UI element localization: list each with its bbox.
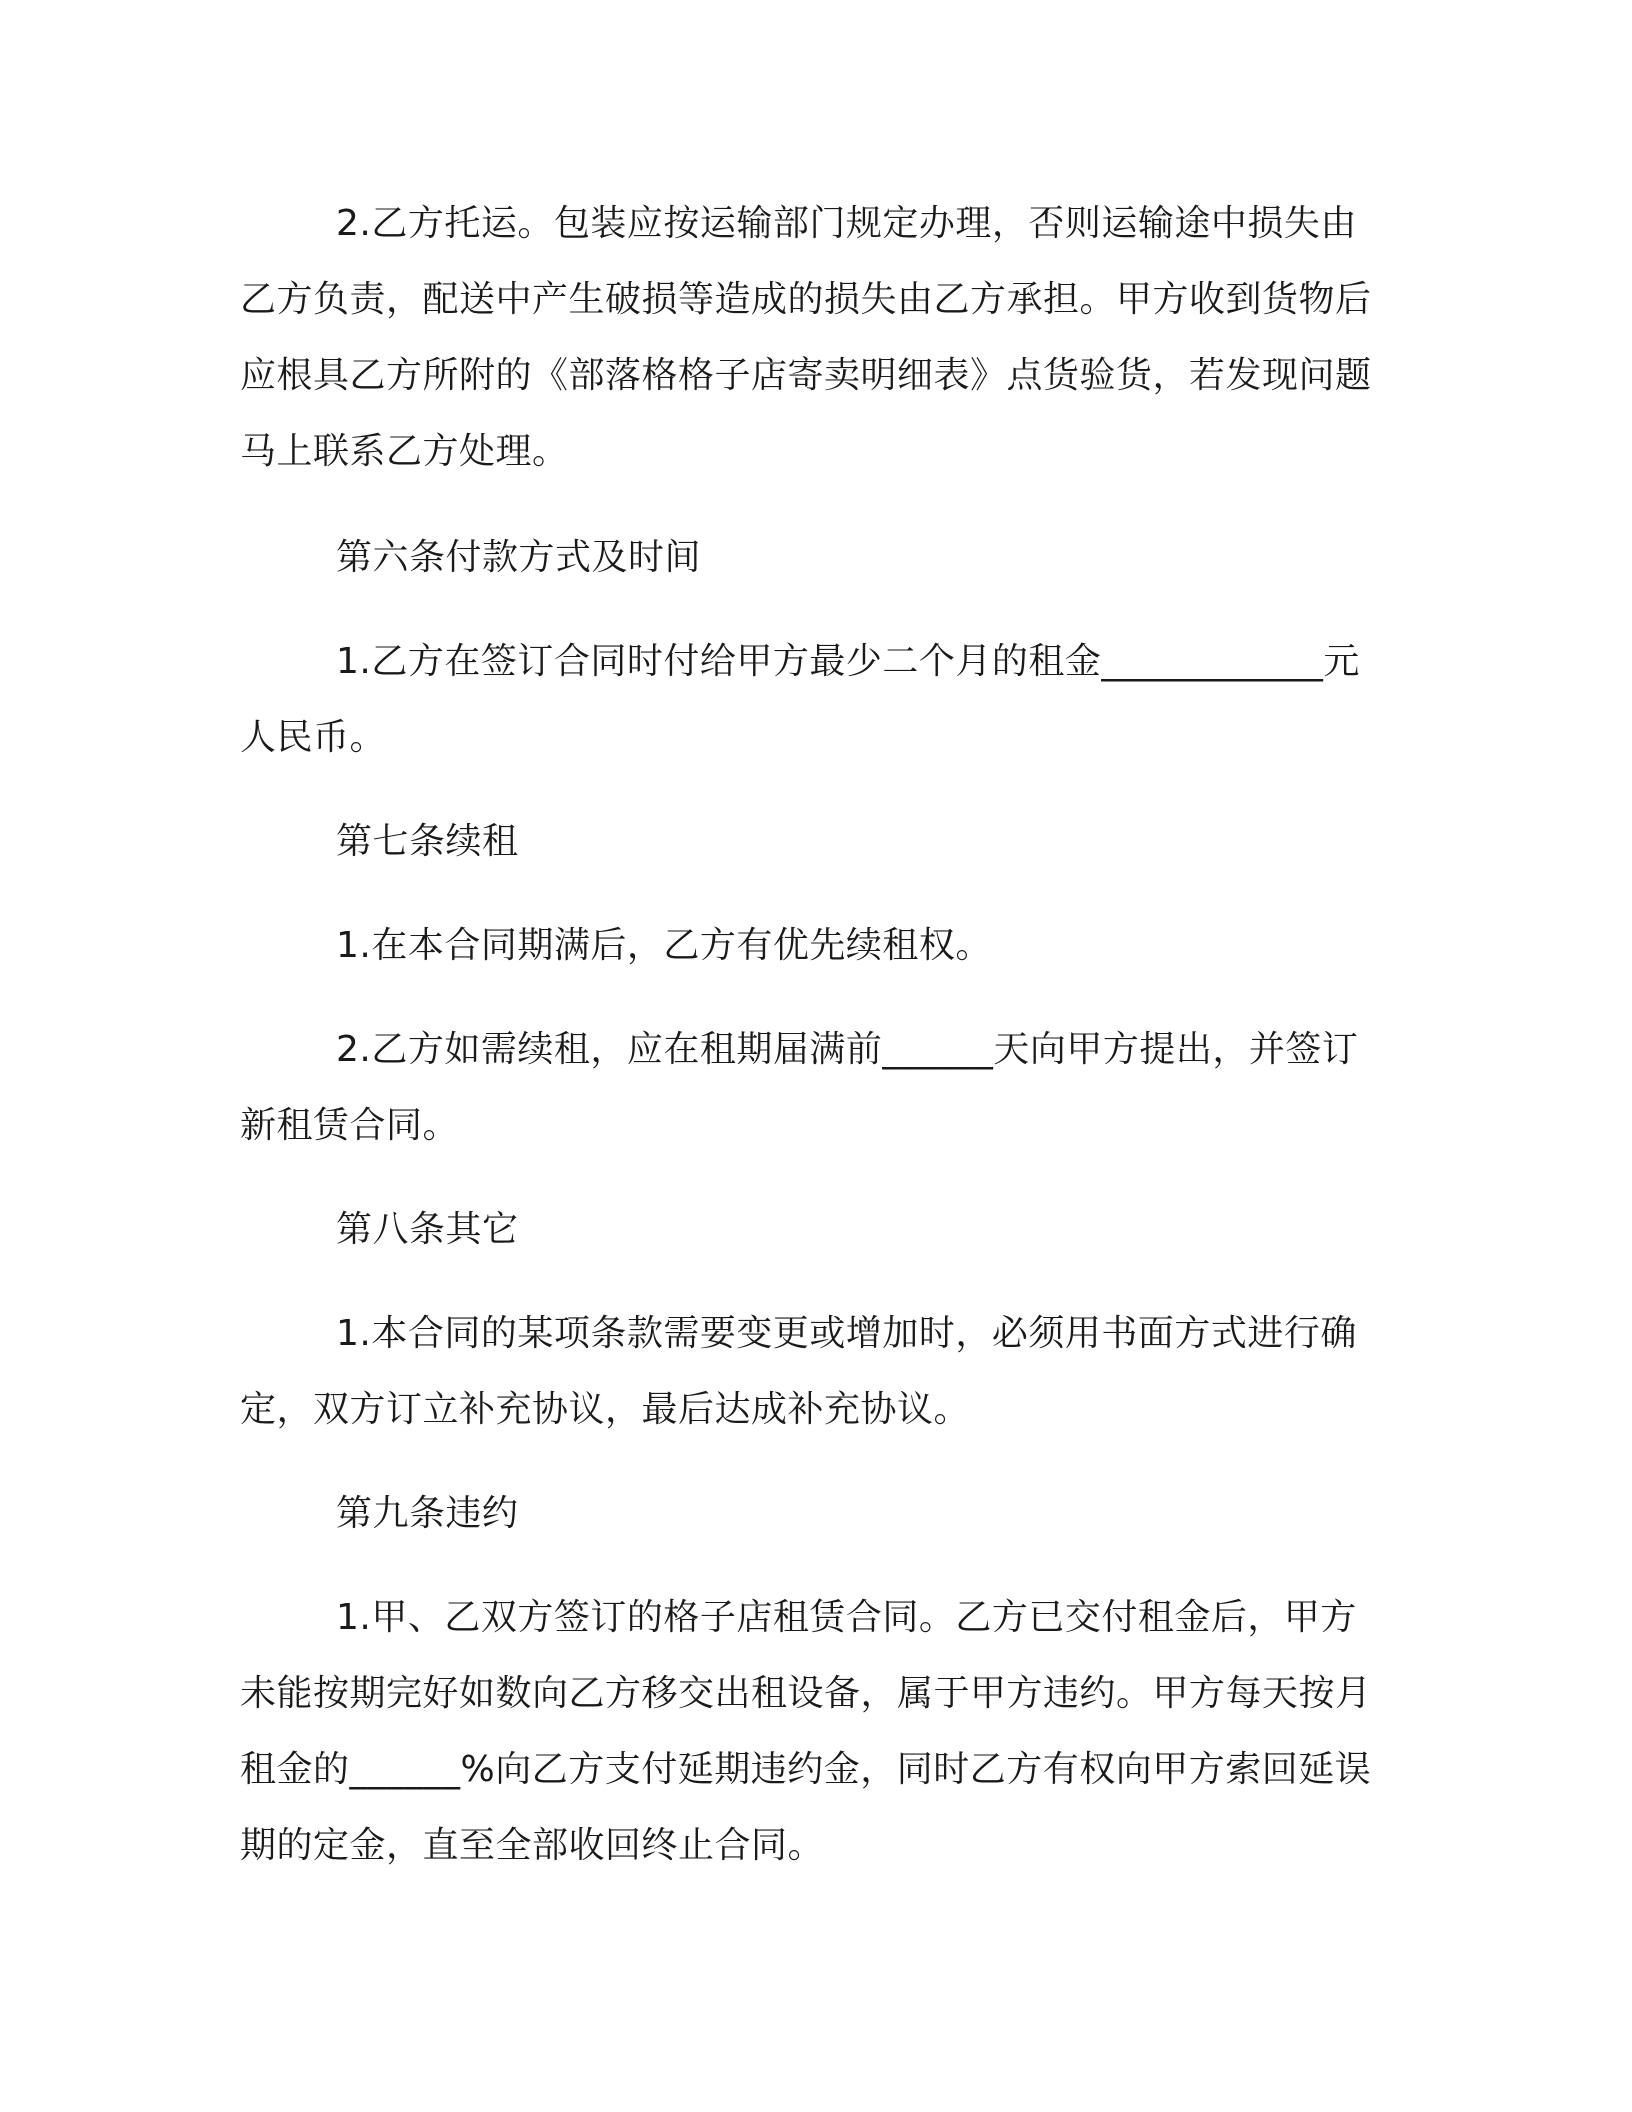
paragraph-renewal-notice: 2.乙方如需续租，应在租期届满前______天向甲方提出，并签订新租赁合同。 — [240, 1029, 1359, 1146]
document-body — [240, 186, 1392, 1884]
paragraph-shipping: 2.乙方托运。包装应按运输部门规定办理，否则运输途中损失由乙方负责，配送中产生破损等造成的损失由乙方承担。甲方收到货物后应根具乙方所附的《部落格格子店寄卖明细表》点货验货，若发现问题马上联系乙方处理。 — [240, 203, 1372, 472]
paragraph-renewal-priority: 1.在本合同期满后，乙方有优先续租权。 — [336, 925, 992, 966]
heading-article-6: 第六条付款方式及时间 — [336, 537, 702, 578]
heading-article-7: 第七条续租 — [336, 821, 519, 862]
heading-article-8: 第八条其它 — [336, 1209, 519, 1250]
paragraph-amendment: 1.本合同的某项条款需要变更或增加时，必须用书面方式进行确定，双方订立补充协议，最后达成补充协议。 — [240, 1313, 1357, 1430]
paragraph-breach: 1.甲、乙双方签订的格子店租赁合同。乙方已交付租金后，甲方未能按期完好如数向乙方移交出租设备，属于甲方违约。甲方每天按月租金的______%向乙方支付延期违约金，同时乙方有权向甲方索回延误期的定金，直至全部收回终止合同。 — [240, 1597, 1372, 1866]
paragraph-rent-payment: 1.乙方在签订合同时付给甲方最少二个月的租金____________元人民币。 — [240, 641, 1360, 758]
heading-article-9: 第九条违约 — [336, 1493, 519, 1534]
